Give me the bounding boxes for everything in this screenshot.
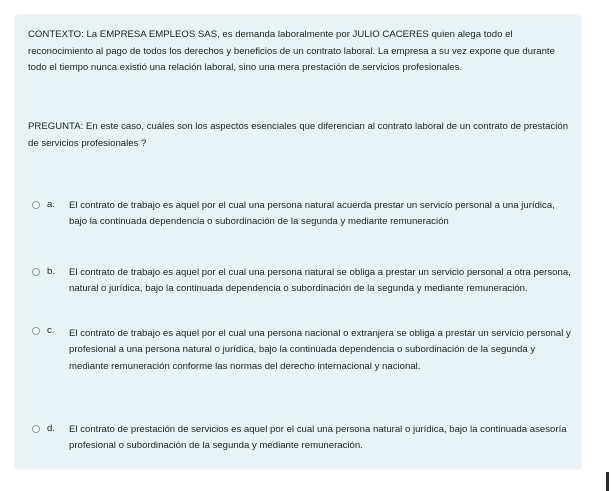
radio-button-c[interactable] <box>32 327 40 335</box>
question-panel <box>14 14 582 470</box>
radio-button-a[interactable] <box>32 201 40 209</box>
option-text-a[interactable]: El contrato de trabajo es aquel por el cual una persona natural acuerda prestar un servicio personal a una jurídica, bajo la continuada dependencia o subordinación de la segunda y mediante remuneración <box>69 200 555 228</box>
option-text-d[interactable]: El contrato de prestación de servicios es aquel por el cual una persona natural o jurídica, bajo la continuada asesoría profesional o subordinación de la segunda y mediante remuneración. <box>69 424 567 452</box>
question-prompt: PREGUNTA: En este caso, cuáles son los aspectos esenciales que diferencian al contrato laboral de un contrato de prestación de servicios profesionales ? <box>28 121 569 149</box>
answer-options <box>14 14 582 470</box>
radio-button-b[interactable] <box>32 268 40 276</box>
option-letter-c: c. <box>47 325 55 336</box>
option-text-c[interactable]: El contrato de trabajo es aquel por el cual una persona nacional o extranjera se obliga a prestar un servicio personal y profesional a una persona natural o jurídica, bajo la continuada dependencia o subordinación de la segunda y mediante remuneración conforme las normas del derecho internacional y nacional. <box>69 328 571 372</box>
question-context: CONTEXTO: La EMPRESA EMPLEOS SAS, es demanda laboralmente por JULIO CACERES quien alega todo el reconocimiento al pago de todos los derechos y beneficios de un contrato laboral. La empresa a su vez expone que durante todo el tiempo nunca existió una relación laboral, sino una mera prestación de servicios profesionales. <box>28 29 555 73</box>
radio-button-d[interactable] <box>32 425 40 433</box>
option-letter-b: b. <box>47 266 56 277</box>
option-text-b[interactable]: El contrato de trabajo es aquel por el cual una persona natural se obliga a prestar un servicio personal a otra persona, natural o jurídica, bajo la continuada dependencia o subordinación de la segunda y mediante remuneración. <box>69 267 571 295</box>
option-letter-d: d. <box>47 423 56 434</box>
option-letter-a: a. <box>47 199 56 210</box>
window-edge-mark <box>606 472 609 491</box>
